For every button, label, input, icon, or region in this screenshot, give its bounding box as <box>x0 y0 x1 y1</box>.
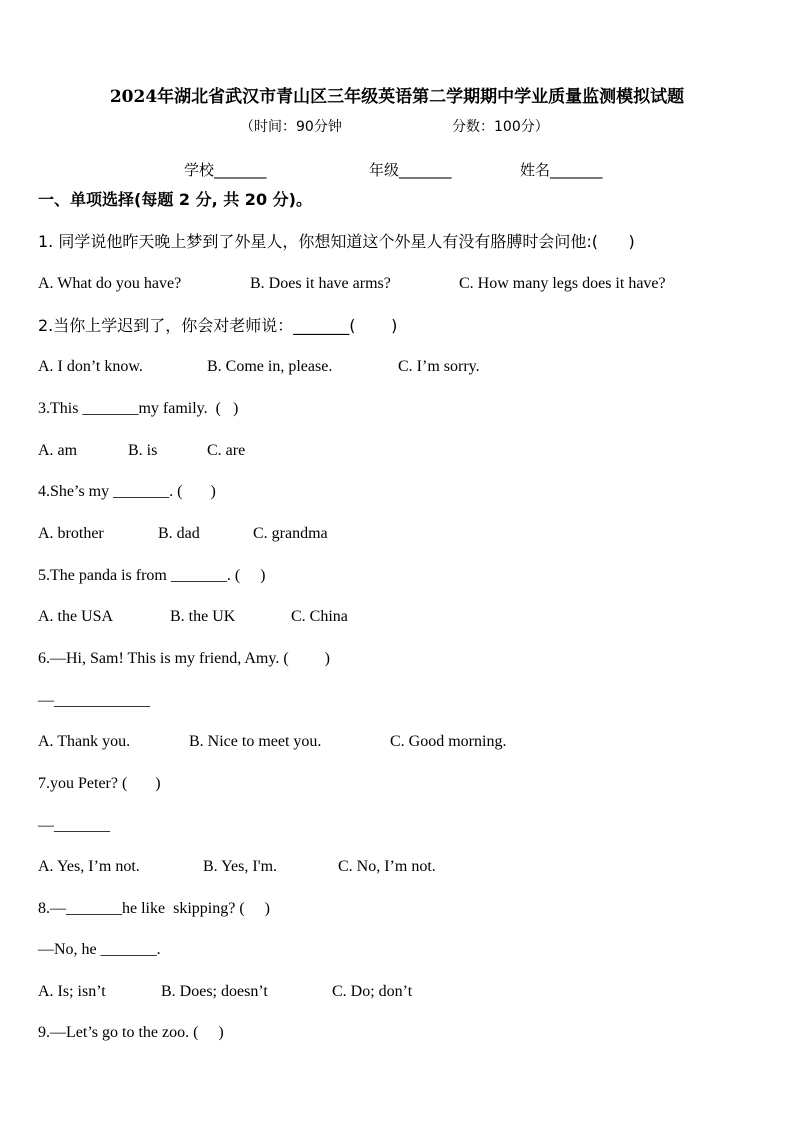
question-stem: 1. 同学说他昨天晚上梦到了外星人，你想知道这个外星人有没有胳膊时会问他:( ) <box>38 232 635 251</box>
question-reply: —_______ <box>38 817 110 834</box>
question-reply: —____________ <box>38 692 150 709</box>
option-c: C. Good morning. <box>390 733 507 750</box>
option-b: B. Does it have arms? <box>250 275 391 292</box>
option-a: A. Yes, I’m not. <box>38 858 140 875</box>
option-b: B. dad <box>158 525 200 542</box>
option-a: A. am <box>38 442 78 459</box>
name-field: 姓名_______ <box>520 161 603 179</box>
option-b: B. is <box>128 442 158 459</box>
option-a: A. brother <box>38 525 104 542</box>
exam-title: 2024年湖北省武汉市青山区三年级英语第二学期期中学业质量监测模拟试题 <box>109 87 685 107</box>
option-b: B. Yes, I'm. <box>203 858 278 875</box>
section-title: 一、单项选择(每题 2 分, 共 20 分)。 <box>38 190 312 209</box>
option-a: A. Is; isn’t <box>38 983 106 1000</box>
option-c: C. China <box>291 608 348 625</box>
exam-time: （时间：90分钟 <box>240 119 342 135</box>
school-field: 学校_______ <box>184 161 267 179</box>
question-stem: 5.The panda is from _______. ( ) <box>38 567 266 584</box>
option-c: C. I’m sorry. <box>398 358 480 375</box>
question-stem: 6.—Hi, Sam! This is my friend, Amy. ( ) <box>38 650 330 667</box>
option-b: B. the UK <box>170 608 236 625</box>
option-a: A. I don’t know. <box>38 358 143 375</box>
option-b: B. Come in, please. <box>207 358 333 375</box>
question-stem: 8.—_______he like skipping? ( ) <box>38 900 270 917</box>
question-stem: 4.She’s my _______. ( ) <box>38 483 216 500</box>
option-a: A. Thank you. <box>38 733 131 750</box>
option-b: B. Does; doesn’t <box>161 983 268 1000</box>
option-c: C. Do; don’t <box>332 983 413 1000</box>
exam-score: 分数：100分） <box>452 119 549 135</box>
option-c: C. How many legs does it have? <box>459 275 666 292</box>
question-stem: 3.This _______my family. ( ) <box>38 400 239 417</box>
question-stem: 2.当你上学迟到了，你会对老师说：_______( ) <box>38 316 398 335</box>
option-c: C. are <box>207 442 246 459</box>
option-c: C. grandma <box>253 525 328 542</box>
option-a: A. What do you have? <box>38 275 182 292</box>
option-c: C. No, I’m not. <box>338 858 436 875</box>
question-stem: 7.you Peter? ( ) <box>38 775 161 792</box>
question-reply: —No, he _______. <box>38 941 161 958</box>
grade-field: 年级_______ <box>369 161 452 179</box>
question-stem: 9.—Let’s go to the zoo. ( ) <box>38 1024 224 1041</box>
option-a: A. the USA <box>38 608 114 625</box>
option-b: B. Nice to meet you. <box>189 733 322 750</box>
